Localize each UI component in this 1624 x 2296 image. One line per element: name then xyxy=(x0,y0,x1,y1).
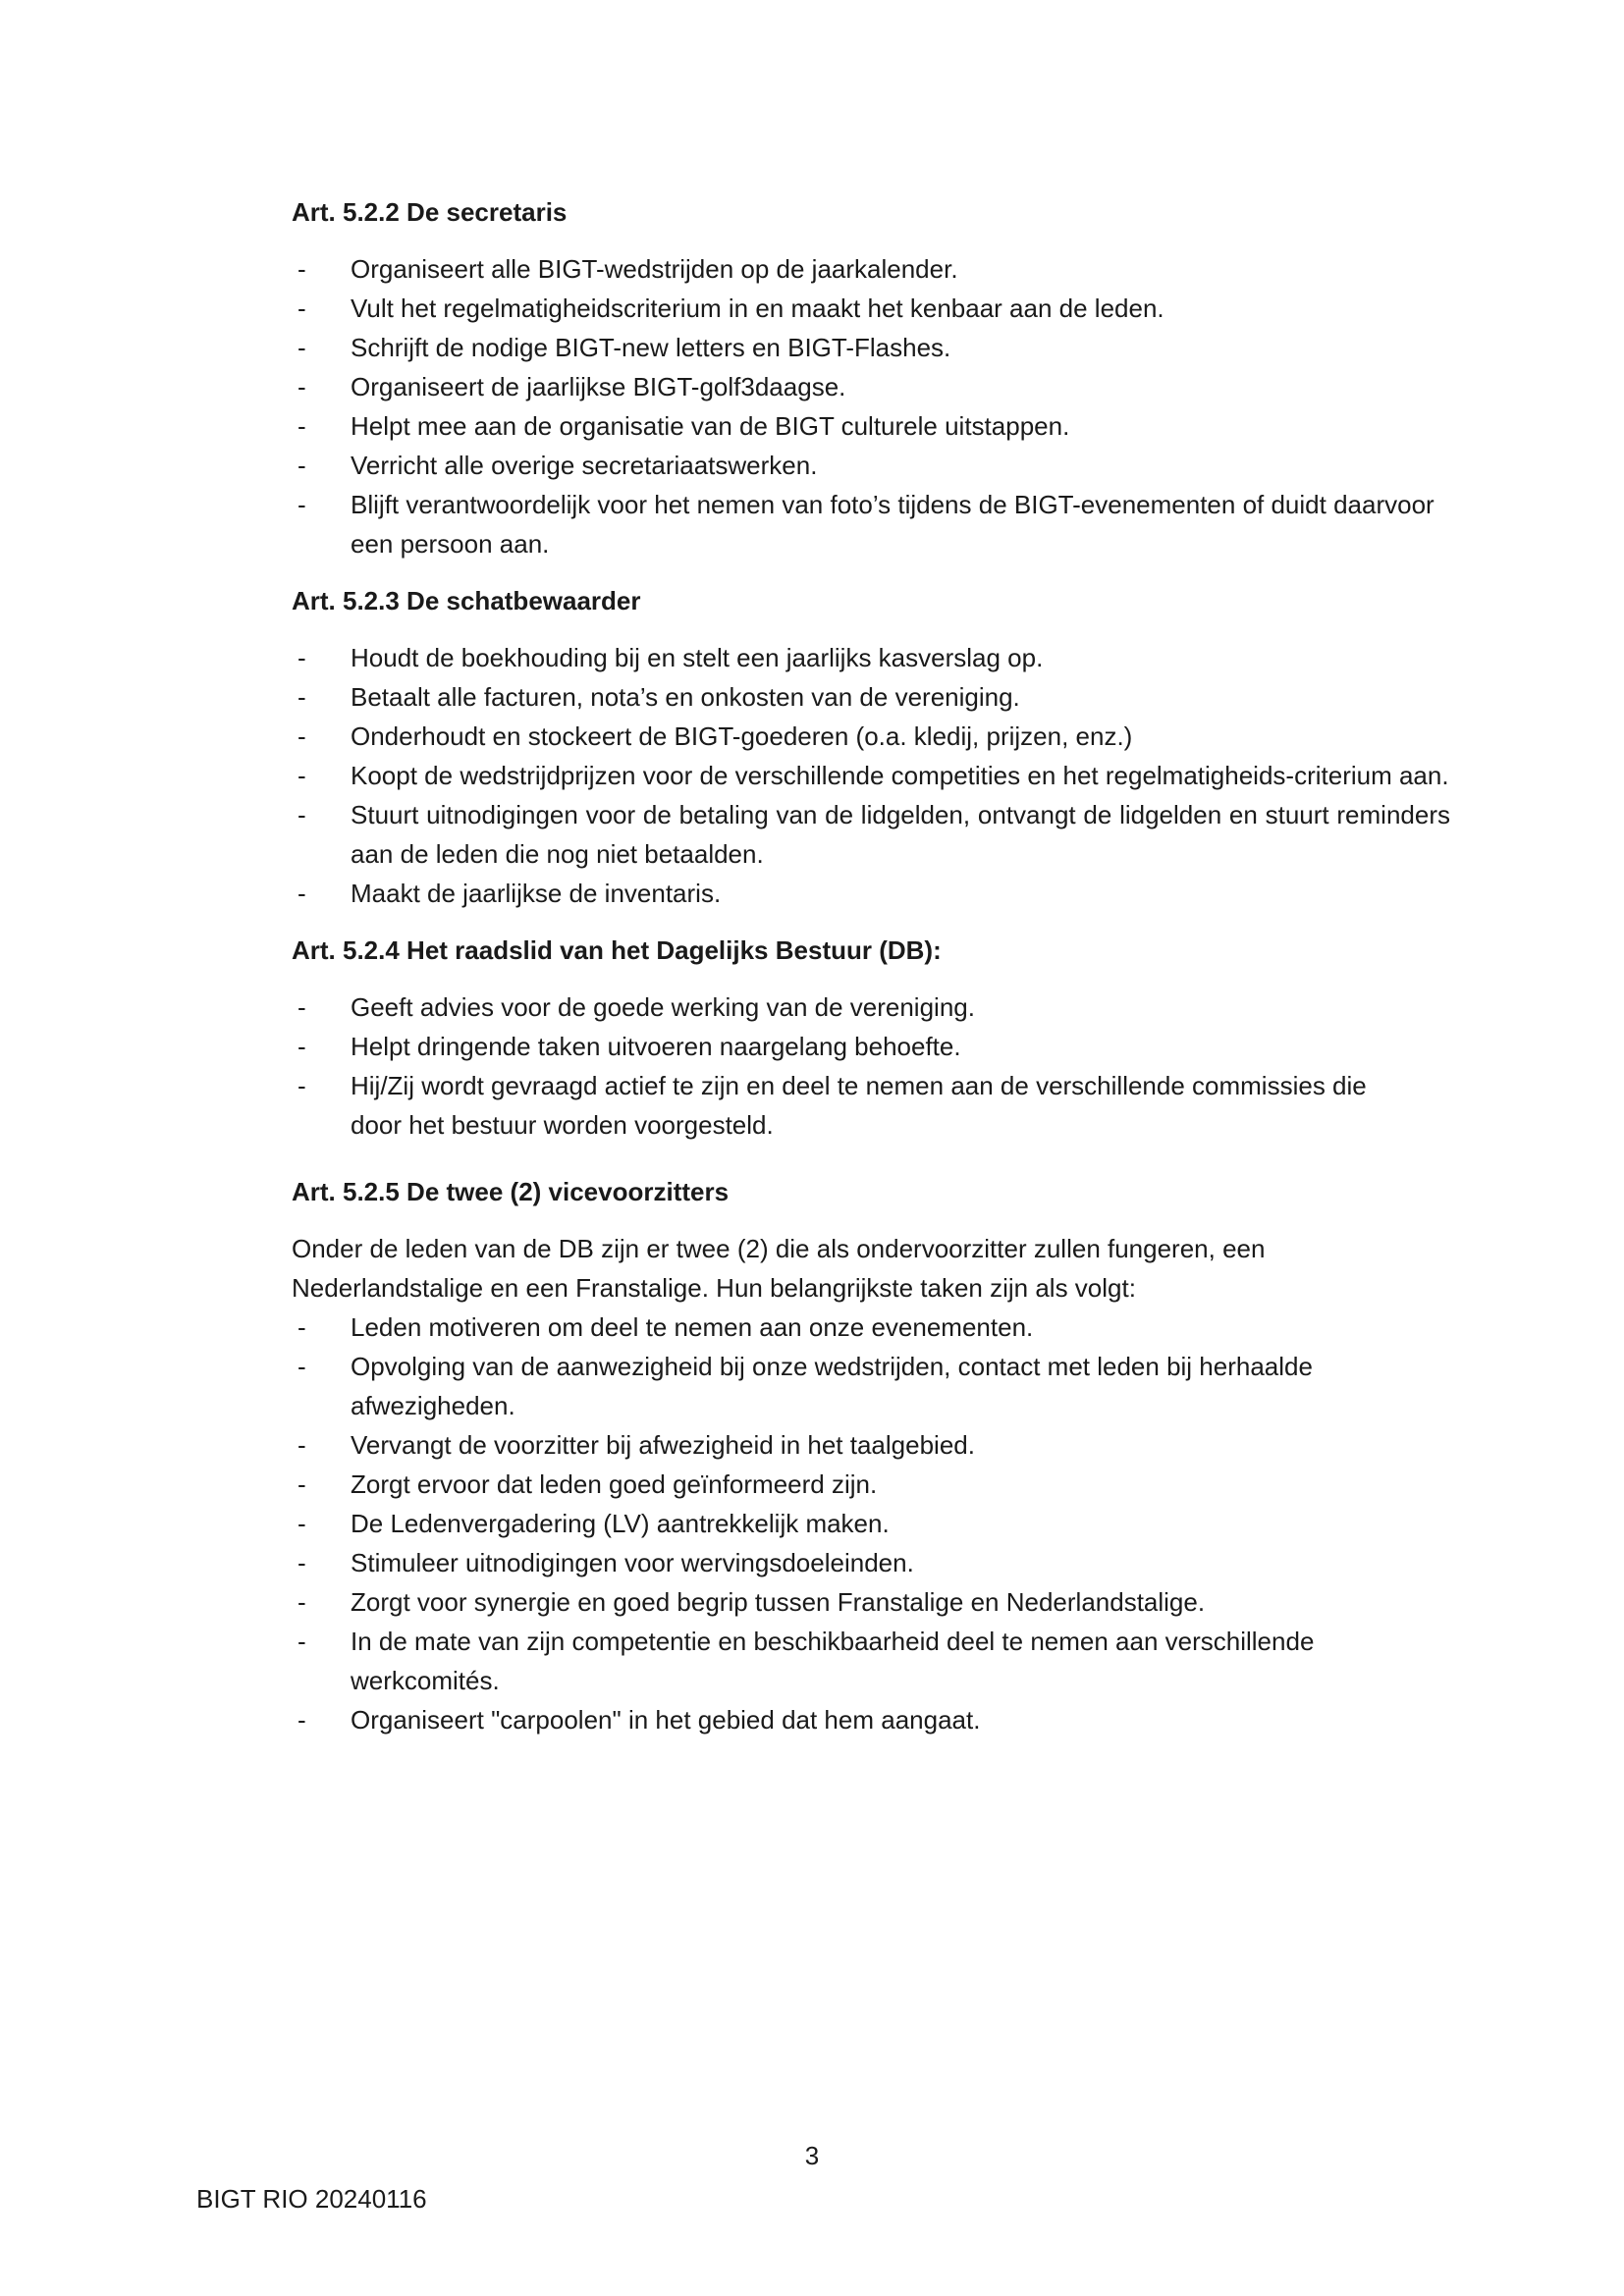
list-item: - Helpt dringende taken uitvoeren naargelang behoefte. xyxy=(292,1027,1411,1066)
list-item: - Opvolging van de aanwezigheid bij onze wedstrijden, contact met leden bij herhaalde afwezigheden. xyxy=(292,1347,1411,1425)
list-item: - Maakt de jaarlijkse de inventaris. xyxy=(292,874,1450,913)
duties-list xyxy=(292,988,1411,1145)
list-item: - Zorgt ervoor dat leden goed geïnformeerd zijn. xyxy=(292,1465,1411,1504)
document-body xyxy=(292,192,1450,1757)
list-item: - Stuurt uitnodigingen voor de betaling van de lidgelden, ontvangt de lidgelden en stuurt reminders aan de leden die nog niet betaalden. xyxy=(292,795,1450,874)
list-item: - Zorgt voor synergie en goed begrip tussen Franstalige en Nederlandstalige. xyxy=(292,1582,1411,1622)
list-item: - Leden motiveren om deel te nemen aan onze evenementen. xyxy=(292,1308,1411,1347)
section-raadslid xyxy=(292,931,1450,1145)
list-item: - Organiseert "carpoolen" in het gebied dat hem aangaat. xyxy=(292,1700,1411,1739)
section-heading: Art. 5.2.4 Het raadslid van het Dagelijks Bestuur (DB): xyxy=(292,935,942,965)
page-number: 3 xyxy=(804,2141,820,2170)
list-item: - In de mate van zijn competentie en beschikbaarheid deel te nemen aan verschillende werkcomités. xyxy=(292,1622,1411,1700)
section-schatbewaarder xyxy=(292,581,1450,913)
list-item: - Betaalt alle facturen, nota’s en onkosten van de vereniging. xyxy=(292,677,1450,717)
list-item: - Vervangt de voorzitter bij afwezigheid in het taalgebied. xyxy=(292,1425,1411,1465)
section-heading: Art. 5.2.5 De twee (2) vicevoorzitters xyxy=(292,1177,730,1206)
list-item: - Houdt de boekhouding bij en stelt een jaarlijks kasverslag op. xyxy=(292,638,1450,677)
list-item: - Koopt de wedstrijdprijzen voor de verschillende competities en het regelmatigheids-criterium aan. xyxy=(292,756,1450,795)
section-secretaris xyxy=(292,192,1450,563)
list-item: - Verricht alle overige secretariaatswerken. xyxy=(292,446,1450,485)
list-item: - De Ledenvergadering (LV) aantrekkelijk maken. xyxy=(292,1504,1411,1543)
section-intro: Onder de leden van de DB zijn er twee (2) die als ondervoorzitter zullen fungeren, een Nederlandstalige en een Franstalige. Hun belangrijkste taken zijn als volgt: xyxy=(292,1234,1266,1303)
section-vicevoorzitters xyxy=(292,1172,1450,1739)
section-heading: Art. 5.2.2 De secretaris xyxy=(292,197,568,227)
list-item: - Schrijft de nodige BIGT-new letters en BIGT-Flashes. xyxy=(292,328,1450,367)
list-item: - Organiseert alle BIGT-wedstrijden op de jaarkalender. xyxy=(292,249,1450,289)
list-item: - Vult het regelmatigheidscriterium in en maakt het kenbaar aan de leden. xyxy=(292,289,1450,328)
duties-list xyxy=(292,249,1450,563)
document-footer: BIGT RIO 20240116 xyxy=(196,2184,427,2214)
duties-list xyxy=(292,638,1450,913)
list-item: - Stimuleer uitnodigingen voor wervingsdoeleinden. xyxy=(292,1543,1411,1582)
list-item: - Organiseert de jaarlijkse BIGT-golf3daagse. xyxy=(292,367,1450,406)
list-item: - Helpt mee aan de organisatie van de BIGT culturele uitstappen. xyxy=(292,406,1450,446)
list-item: - Blijft verantwoordelijk voor het nemen van foto’s tijdens de BIGT-evenementen of duidt daarvoor een persoon aan. xyxy=(292,485,1450,563)
section-heading: Art. 5.2.3 De schatbewaarder xyxy=(292,586,641,615)
list-item: - Hij/Zij wordt gevraagd actief te zijn en deel te nemen aan de verschillende commissies die door het bestuur worden voorgesteld. xyxy=(292,1066,1411,1145)
list-item: - Geeft advies voor de goede werking van de vereniging. xyxy=(292,988,1411,1027)
list-item: - Onderhoudt en stockeert de BIGT-goederen (o.a. kledij, prijzen, enz.) xyxy=(292,717,1450,756)
duties-list xyxy=(292,1308,1411,1739)
